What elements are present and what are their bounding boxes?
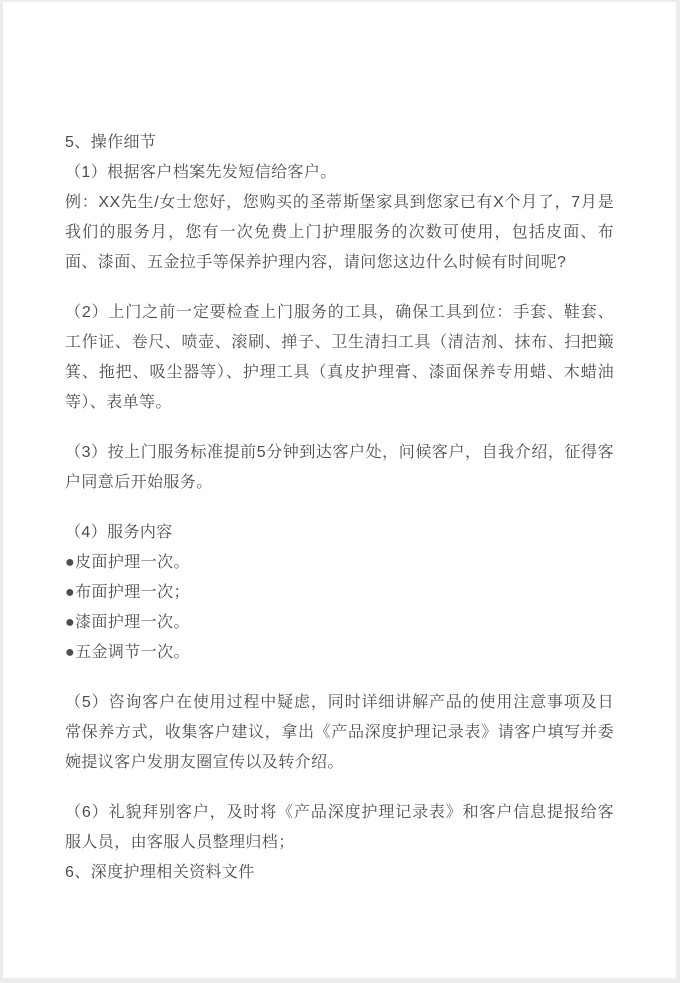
- item-2-paragraph: （2）上门之前一定要检查上门服务的工具，确保工具到位：手套、鞋套、工作证、卷尺、喷壶、滚刷、掸子、卫生清扫工具（清洁剂、抹布、扫把簸箕、拖把、吸尘器等）、护理工具（真皮护理膏、漆面保养专用蜡、木蜡油等）、表单等。: [65, 304, 614, 411]
- document-page: [3, 2, 676, 978]
- service-bullet-paint: ●漆面护理一次。: [65, 614, 190, 631]
- service-bullet-hardware: ●五金调节一次。: [65, 644, 190, 661]
- service-bullet-leather: ●皮面护理一次。: [65, 554, 190, 571]
- document-content: [3, 2, 676, 888]
- item-1-paragraph: （1）根据客户档案先发短信给客户。: [65, 164, 337, 181]
- section-5-heading: 5、操作细节: [65, 134, 157, 151]
- service-bullet-fabric: ●布面护理一次；: [65, 584, 190, 601]
- item-3-paragraph: （3）按上门服务标准提前5分钟到达客户处，问候客户，自我介绍，征得客户同意后开始服务。: [65, 444, 614, 491]
- example-sms-paragraph: 例：XX先生/女士您好，您购买的圣蒂斯堡家具到您家已有X个月了，7月是我们的服务月，您有一次免费上门护理服务的次数可使用，包括皮面、布面、漆面、五金拉手等保养护理内容，请问您这边什么时候有时间呢?: [65, 194, 614, 271]
- section-6-heading: 6、深度护理相关资料文件: [65, 864, 255, 881]
- item-6-paragraph: （6）礼貌拜别客户，及时将《产品深度护理记录表》和客户信息提报给客服人员，由客服人员整理归档；: [65, 804, 614, 851]
- item-5-paragraph: （5）咨询客户在使用过程中疑虑，同时详细讲解产品的使用注意事项及日常保养方式，收集客户建议，拿出《产品深度护理记录表》请客户填写并委婉提议客户发朋友圈宣传以及转介绍。: [65, 694, 614, 771]
- item-4-heading: （4）服务内容: [65, 524, 173, 541]
